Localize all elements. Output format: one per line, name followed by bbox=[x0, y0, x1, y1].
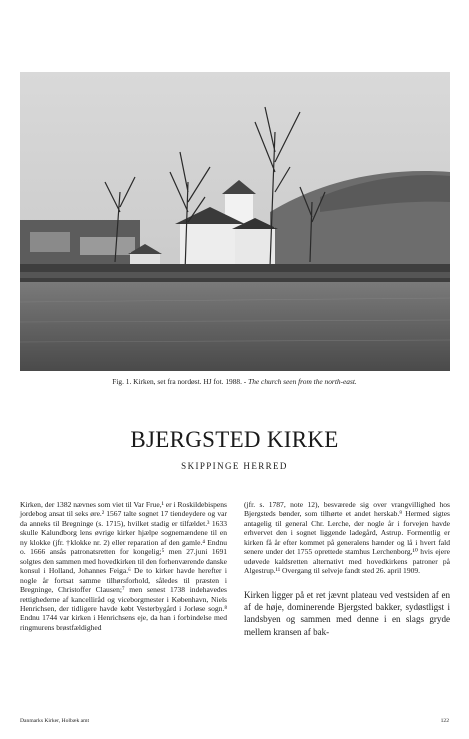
caption-danish: Fig. 1. Kirken, set fra nordøst. HJ fot. 1988. - bbox=[112, 377, 247, 386]
church-landscape-photo-icon bbox=[20, 72, 450, 371]
page-subtitle: SKIPPINGE HERRED bbox=[181, 461, 288, 471]
church-photo bbox=[20, 72, 450, 371]
body-column-left bbox=[20, 500, 227, 632]
body-paragraph-right-1: (jfr. s. 1787, note 12), besværede sig over vrangvillighed hos Bjergsteds bønder, som tilhørte et andet herskab.⁹ Hermed sigtes antagelig til general Chr. Lerche, der nogle år i forvejen havde erhvervet den i sognet liggende ladegård, Astrup. Formentlig er kirken få år efter kommet på generalens hænder og lå i hvert fald senere under det 1755 oprettede stamhus Lerchenborg,¹⁰ hvis ejere udøvede kaldsretten alternativt med hovedkirkens patroner på Algestrup.¹¹ Overgang til selveje fandt sted 26. april 1909. bbox=[244, 500, 450, 576]
body-paragraph-left: Kirken, der 1382 nævnes som viet til Var Frue,¹ er i Roskildebispens jordebog ansat til seks øre.² 1567 talte sognet 17 tiendeydere og var da anneks til Bregninge (s. 1715), hvilket stadig er tilfældet.³ 1633 skulle Kalundborg lens øvrige kirker hjælpe sognemændene til en ny klokke (jfr. †klokke nr. 2) eller reparation af den gamle.⁴ Endnu o. 1666 ansås patronatsretten for kongelig;⁵ men 27.juni 1691 solgtes den sammen med hovedkirken til den forhenværende danske konsul i Holland, Johannes Feiga.⁶ De to kirker havde herefter i nogle år fortsat samme tilhørsforhold, således til præsten i Bregninge, Christoffer Clausen;⁷ men senest 1738 indehavedes rettighederne af kancelliråd og viceborgmester i København, Niels Henrichsen, der tidligere havde købt Vesterbygård i Jorløse sogn.⁸ Endnu 1744 var kirken i Henrichsens eje, da han i forbindelse med ringmurens brøstfældighed bbox=[20, 500, 227, 632]
caption-english: The church seen from the north-east. bbox=[248, 377, 357, 386]
body-column-right bbox=[244, 500, 450, 638]
page-title: BJERGSTED KIRKE bbox=[130, 427, 339, 452]
footer-publication: Danmarks Kirker, Holbæk amt bbox=[20, 718, 90, 724]
page-number: 122 bbox=[440, 718, 449, 724]
body-paragraph-right-2: Kirken ligger på et ret jævnt plateau ved vestsiden af en af de høje, dominerende Bjergsted bakker, sydøstligst i landsbyen og sammen med denne i en slags gryde mellem kransen af bak- bbox=[244, 589, 450, 637]
figure-caption bbox=[0, 377, 469, 386]
